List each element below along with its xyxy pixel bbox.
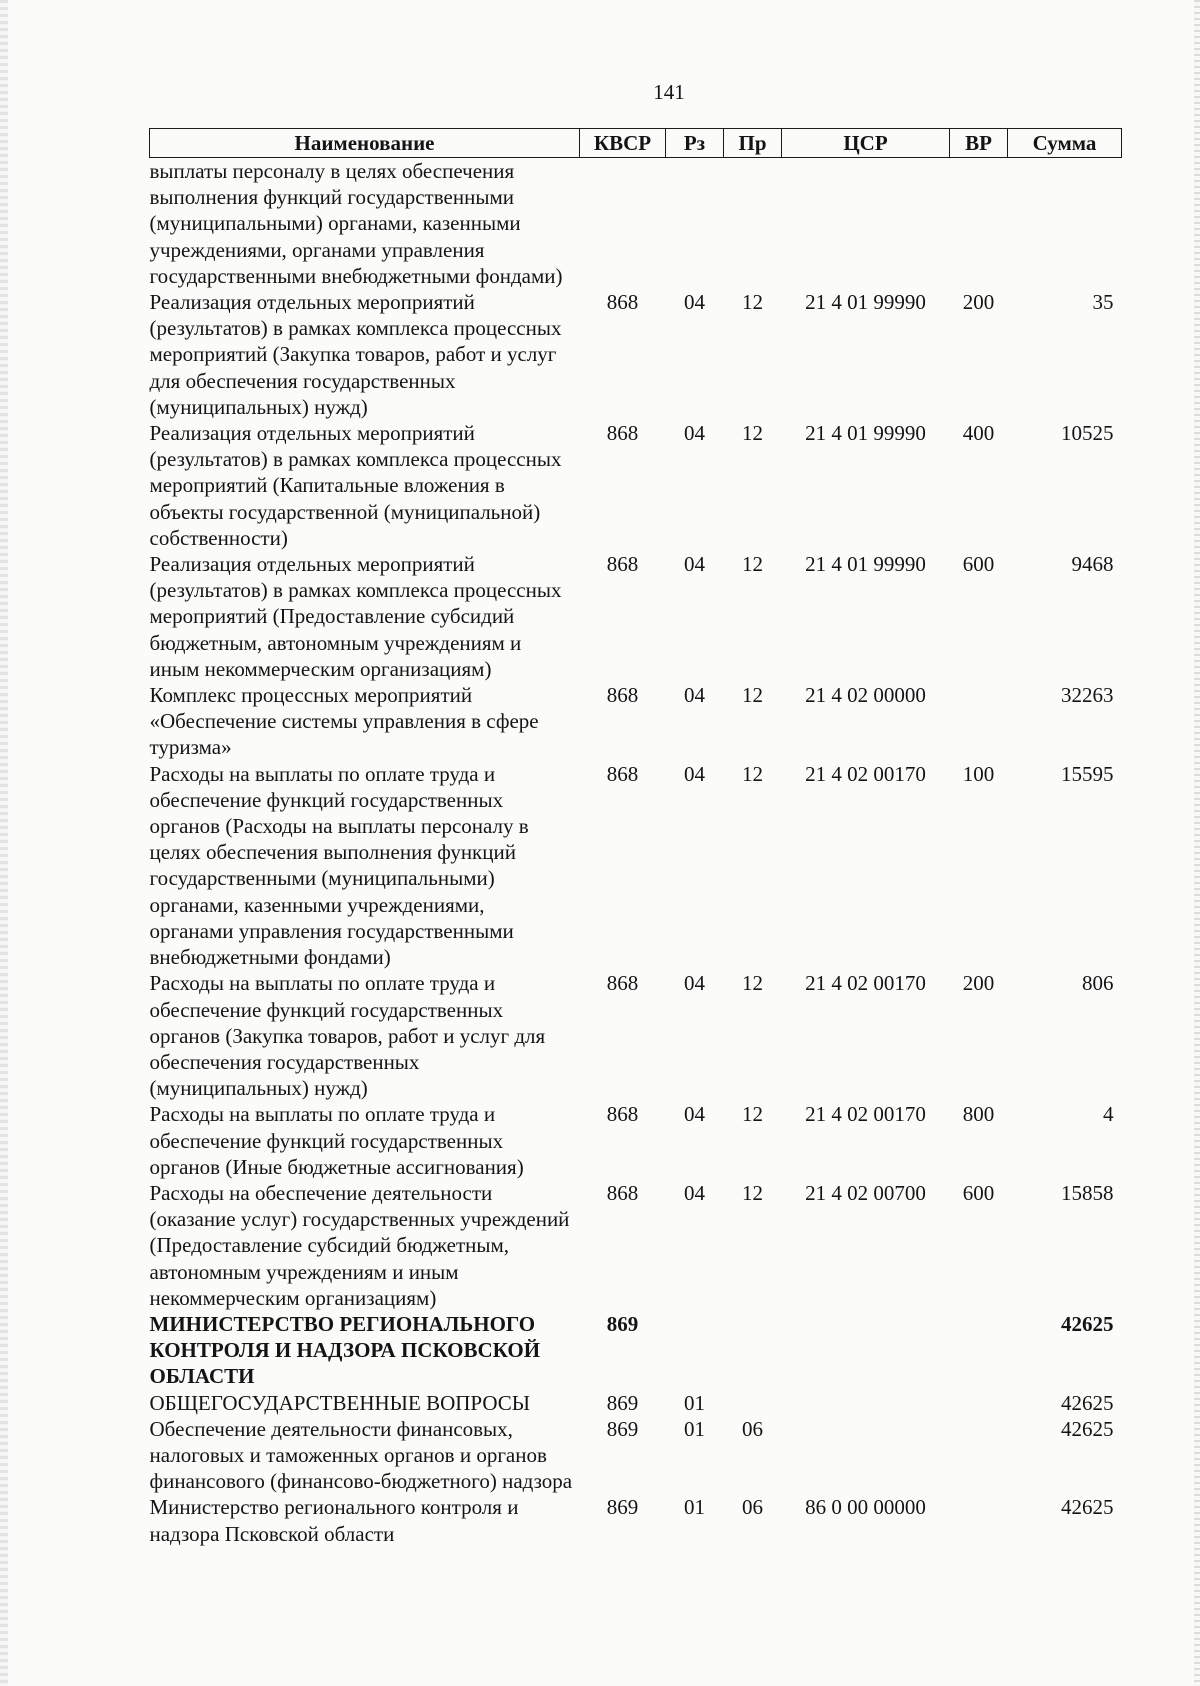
table-row <box>150 289 1122 420</box>
header-kvsr: КВСР <box>580 129 666 158</box>
row-rz-cell: 04 <box>684 421 705 446</box>
table-row <box>150 551 1122 682</box>
row-vr-cell <box>950 158 1008 290</box>
row-rz-cell: 04 <box>684 683 705 708</box>
row-sum-cell: 806 <box>1082 971 1114 996</box>
row-sum-cell: 35 <box>1092 290 1114 315</box>
header-csr: ЦСР <box>782 129 950 158</box>
table-row <box>150 1494 1122 1546</box>
row-vr-cell: 400 <box>962 421 995 446</box>
row-pr-cell: 06 <box>742 1416 763 1441</box>
table-row <box>150 970 1122 1101</box>
row-sum-cell: 42625 <box>1061 1416 1114 1441</box>
row-vr-cell <box>950 1311 1008 1390</box>
row-name-cell: Министерство регионального контроля и надзора Псковской области <box>149 1495 519 1546</box>
row-name-cell: Реализация отдельных мероприятий (результатов) в рамках комплекса процессных мероприятий (Закупка товаров, работ и услуг для обеспечения государственных (муниципальных) нужд) <box>149 290 562 419</box>
row-pr-cell: 12 <box>742 421 763 446</box>
header-pr: Пр <box>724 129 782 158</box>
row-pr-cell: 12 <box>742 683 763 708</box>
row-sum-cell: 15858 <box>1061 1180 1114 1205</box>
row-pr-cell: 12 <box>742 290 763 315</box>
row-vr-cell <box>950 682 1008 761</box>
row-name-cell: выплаты персоналу в целях обеспечения выполнения функций государственными (муниципальными) органами, казенными учреждениями, органами управления государственными внебюджетными фондами) <box>149 159 563 288</box>
row-rz-cell: 04 <box>684 971 705 996</box>
table-row <box>150 1390 1122 1416</box>
row-name-cell: Комплекс процессных мероприятий «Обеспечение системы управления в сфере туризма» <box>149 683 539 760</box>
table-row <box>150 158 1122 290</box>
row-name-cell: Расходы на обеспечение деятельности (оказание услуг) государственных учреждений (Предоставление субсидий бюджетным, автономным учреждениям и иным некоммерческим организациям) <box>149 1180 570 1310</box>
header-name: Наименование <box>150 129 580 158</box>
row-vr-cell: 200 <box>962 290 995 315</box>
row-sum-cell: 4 <box>1103 1102 1114 1127</box>
row-csr-cell <box>782 1416 950 1495</box>
row-pr-cell: 12 <box>742 761 763 786</box>
row-name-cell: ОБЩЕГОСУДАРСТВЕННЫЕ ВОПРОСЫ <box>149 1390 531 1415</box>
row-sum-cell: 10525 <box>1061 421 1114 446</box>
row-rz-cell: 01 <box>684 1495 705 1520</box>
row-kvsr-cell: 868 <box>606 1102 639 1127</box>
row-sum-cell: 32263 <box>1061 683 1114 708</box>
table-row <box>150 761 1122 971</box>
row-vr-cell <box>950 1494 1008 1546</box>
row-name-cell: Обеспечение деятельности финансовых, налоговых и таможенных органов и органов финансового (финансово-бюджетного) надзора <box>149 1416 573 1494</box>
row-csr-cell: 21 4 01 99990 <box>805 290 926 315</box>
row-kvsr-cell <box>580 158 666 290</box>
row-csr-cell <box>782 158 950 290</box>
row-name-cell: Расходы на выплаты по оплате труда и обеспечение функций государственных органов (Закупка товаров, работ и услуг для обеспечения государственных (муниципальных) нужд) <box>149 971 546 1101</box>
table-row <box>150 682 1122 761</box>
row-kvsr-cell: 868 <box>606 1180 639 1205</box>
header-vr: ВР <box>950 129 1008 158</box>
row-rz-cell: 04 <box>684 290 705 315</box>
row-kvsr-cell: 868 <box>606 971 639 996</box>
row-rz-cell: 04 <box>684 1180 705 1205</box>
row-rz-cell: 01 <box>684 1416 705 1441</box>
row-name-cell: Расходы на выплаты по оплате труда и обеспечение функций государственных органов (Иные бюджетные ассигнования) <box>149 1102 524 1179</box>
row-name-cell: Реализация отдельных мероприятий (результатов) в рамках комплекса процессных мероприятий (Предоставление субсидий бюджетным, автономным учреждениям и иным некоммерческим организациям) <box>149 552 562 681</box>
row-kvsr-cell: 868 <box>606 683 639 708</box>
row-vr-cell <box>950 1390 1008 1416</box>
row-rz-cell: 04 <box>684 552 705 577</box>
row-csr-cell: 21 4 02 00700 <box>805 1180 926 1205</box>
table-row <box>150 1311 1122 1390</box>
row-csr-cell: 21 4 02 00170 <box>805 971 926 996</box>
row-vr-cell: 600 <box>962 552 995 577</box>
row-csr-cell: 21 4 02 00000 <box>805 683 926 708</box>
row-sum-cell: 15595 <box>1061 761 1114 786</box>
row-vr-cell: 800 <box>962 1102 995 1127</box>
row-sum-cell: 9468 <box>1071 552 1114 577</box>
row-csr-cell: 21 4 01 99990 <box>805 552 926 577</box>
row-name-cell: МИНИСТЕРСТВО РЕГИОНАЛЬНОГО КОНТРОЛЯ И НАДЗОРА ПСКОВСКОЙ ОБЛАСТИ <box>149 1311 541 1389</box>
row-pr-cell <box>724 1311 782 1390</box>
row-rz-cell: 01 <box>684 1390 705 1415</box>
row-pr-cell <box>724 158 782 290</box>
page-number: 141 <box>653 80 685 104</box>
row-kvsr-cell: 869 <box>606 1416 639 1441</box>
row-pr-cell: 12 <box>742 552 763 577</box>
row-rz-cell: 04 <box>684 761 705 786</box>
row-rz-cell <box>666 158 724 290</box>
table-row <box>150 420 1122 551</box>
row-vr-cell: 600 <box>962 1180 995 1205</box>
row-sum-cell: 42625 <box>1061 1311 1114 1336</box>
row-csr-cell: 86 0 00 00000 <box>805 1495 926 1520</box>
row-sum-cell: 42625 <box>1061 1390 1114 1415</box>
row-vr-cell: 100 <box>962 761 995 786</box>
row-name-cell: Реализация отдельных мероприятий (результатов) в рамках комплекса процессных мероприятий (Капитальные вложения в объекты государственной (муниципальной) собственности) <box>149 421 562 550</box>
row-csr-cell: 21 4 02 00170 <box>805 1102 926 1127</box>
row-vr-cell: 200 <box>962 971 995 996</box>
row-name-cell: Расходы на выплаты по оплате труда и обеспечение функций государственных органов (Расходы на выплаты персоналу в целях обеспечения выполнения функций государственными (муниципальными) органами, казенными учреждениями, органами управления государственными внебюджетными фондами) <box>149 761 529 970</box>
row-kvsr-cell: 869 <box>606 1495 639 1520</box>
scan-edge-left <box>0 0 8 1686</box>
row-csr-cell <box>782 1390 950 1416</box>
row-kvsr-cell: 868 <box>606 290 639 315</box>
table-row <box>150 1416 1122 1495</box>
budget-table-container <box>149 128 1121 1547</box>
scan-edge-right <box>1194 0 1200 1686</box>
header-row <box>150 129 1122 158</box>
row-pr-cell: 12 <box>742 1102 763 1127</box>
row-sum-cell: 42625 <box>1061 1495 1114 1520</box>
row-csr-cell <box>782 1311 950 1390</box>
row-kvsr-cell: 869 <box>606 1390 639 1415</box>
table-body <box>150 158 1122 1547</box>
row-rz-cell: 04 <box>684 1102 705 1127</box>
table-row <box>150 1101 1122 1180</box>
row-kvsr-cell: 868 <box>606 761 639 786</box>
row-pr-cell: 06 <box>742 1495 763 1520</box>
budget-table <box>149 128 1122 1547</box>
row-kvsr-cell: 868 <box>606 552 639 577</box>
table-row <box>150 1180 1122 1311</box>
row-pr-cell <box>724 1390 782 1416</box>
header-rz: Рз <box>666 129 724 158</box>
row-csr-cell: 21 4 01 99990 <box>805 421 926 446</box>
row-rz-cell <box>666 1311 724 1390</box>
row-pr-cell: 12 <box>742 971 763 996</box>
row-kvsr-cell: 869 <box>606 1311 639 1336</box>
row-csr-cell: 21 4 02 00170 <box>805 761 926 786</box>
row-vr-cell <box>950 1416 1008 1495</box>
row-pr-cell: 12 <box>742 1180 763 1205</box>
header-sum: Сумма <box>1008 129 1122 158</box>
row-kvsr-cell: 868 <box>606 421 639 446</box>
row-sum-cell <box>1008 158 1122 290</box>
table-header <box>150 129 1122 158</box>
